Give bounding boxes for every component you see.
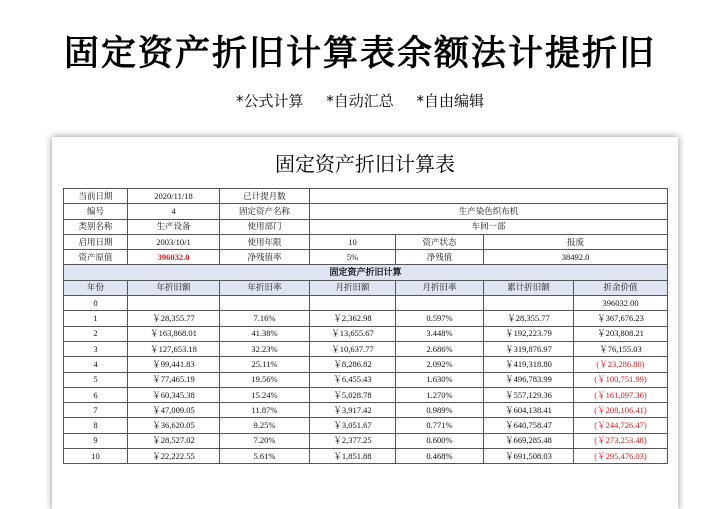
start-date-cell[interactable]: 2003/10/1 — [128, 234, 220, 249]
annual-depreciation-cell[interactable]: ￥60,345.38 — [128, 387, 220, 402]
monthly-depreciation-cell[interactable]: ￥10,637.77 — [310, 341, 396, 356]
dept-label: 使用部门 — [220, 219, 310, 234]
section-title: 固定资产折旧计算 — [64, 265, 668, 280]
monthly-rate-cell[interactable]: 1.270% — [396, 387, 484, 402]
annual-rate-cell[interactable]: 41.38% — [220, 326, 310, 341]
remaining-value-cell[interactable]: (￥273,253.48) — [574, 433, 668, 448]
spreadsheet-card — [52, 137, 678, 509]
table-row — [64, 449, 668, 464]
asset-name-cell[interactable]: 生产染色织布机 — [310, 204, 668, 219]
monthly-rate-cell[interactable]: 0.468% — [396, 449, 484, 464]
category-label: 类别名称 — [64, 219, 128, 234]
accumulated-cell[interactable]: ￥192,223.79 — [484, 326, 574, 341]
year-cell[interactable]: 1 — [64, 311, 128, 326]
monthly-depreciation-cell[interactable]: ￥13,655.67 — [310, 326, 396, 341]
annual-rate-cell[interactable] — [220, 296, 310, 311]
table-row — [64, 341, 668, 356]
monthly-depreciation-cell[interactable]: ￥8,286.82 — [310, 357, 396, 372]
residual-label: 净残值 — [396, 250, 484, 265]
current-date-label: 当前日期 — [64, 189, 128, 204]
annual-rate-cell[interactable]: 19.56% — [220, 372, 310, 387]
monthly-depreciation-cell[interactable]: ￥1,851.88 — [310, 449, 396, 464]
accumulated-cell[interactable]: ￥419,318.80 — [484, 357, 574, 372]
year-cell[interactable]: 0 — [64, 296, 128, 311]
table-row — [64, 387, 668, 402]
table-row — [64, 418, 668, 433]
residual-rate-cell[interactable]: 5% — [310, 250, 396, 265]
accumulated-cell[interactable]: ￥319,876.97 — [484, 341, 574, 356]
annual-rate-cell[interactable]: 11.87% — [220, 403, 310, 418]
annual-rate-cell[interactable]: 5.61% — [220, 449, 310, 464]
monthly-depreciation-cell[interactable]: ￥6,455.43 — [310, 372, 396, 387]
accumulated-cell[interactable]: ￥557,129.36 — [484, 387, 574, 402]
annual-depreciation-cell[interactable]: ￥99,441.83 — [128, 357, 220, 372]
year-cell[interactable]: 5 — [64, 372, 128, 387]
code-label: 编号 — [64, 204, 128, 219]
monthly-rate-cell[interactable]: 2.092% — [396, 357, 484, 372]
table-row — [64, 311, 668, 326]
annual-depreciation-cell[interactable]: ￥36,620.05 — [128, 418, 220, 433]
table-row — [64, 357, 668, 372]
accumulated-cell[interactable]: ￥604,138.41 — [484, 403, 574, 418]
remaining-value-cell[interactable]: (￥23,286.80) — [574, 357, 668, 372]
feature-tag-summary: *自动汇总 — [326, 92, 394, 110]
monthly-rate-cell[interactable]: 3.448% — [396, 326, 484, 341]
annual-depreciation-cell[interactable] — [128, 296, 220, 311]
year-cell[interactable]: 7 — [64, 403, 128, 418]
annual-depreciation-cell[interactable]: ￥28,355.77 — [128, 311, 220, 326]
dept-cell[interactable]: 车间一部 — [310, 219, 668, 234]
annual-rate-cell[interactable]: 25.11% — [220, 357, 310, 372]
depreciation-table — [63, 188, 668, 464]
asset-name-label: 固定资产名称 — [220, 204, 310, 219]
monthly-rate-cell[interactable]: 0.597% — [396, 311, 484, 326]
monthly-rate-cell[interactable]: 2.686% — [396, 341, 484, 356]
code-cell[interactable]: 4 — [128, 204, 220, 219]
monthly-depreciation-cell[interactable]: ￥2,377.25 — [310, 433, 396, 448]
year-cell[interactable]: 9 — [64, 433, 128, 448]
accumulated-cell[interactable]: ￥640,758.47 — [484, 418, 574, 433]
remaining-value-cell[interactable]: (￥161,097.36) — [574, 387, 668, 402]
remaining-value-cell[interactable]: 396032.00 — [574, 296, 668, 311]
year-cell[interactable]: 8 — [64, 418, 128, 433]
accumulated-cell[interactable]: ￥691,508.03 — [484, 449, 574, 464]
year-cell[interactable]: 3 — [64, 341, 128, 356]
col-header-annual: 年折旧额 — [128, 280, 220, 295]
table-row — [64, 403, 668, 418]
annual-depreciation-cell[interactable]: ￥22,222.55 — [128, 449, 220, 464]
col-header-annual-rate: 年折旧率 — [220, 280, 310, 295]
annual-rate-cell[interactable]: 7.20% — [220, 433, 310, 448]
annual-depreciation-cell[interactable]: ￥47,009.05 — [128, 403, 220, 418]
monthly-rate-cell[interactable]: 0.989% — [396, 403, 484, 418]
accumulated-cell[interactable]: ￥669,285.48 — [484, 433, 574, 448]
feature-tag-edit: *自由编辑 — [416, 92, 485, 110]
monthly-rate-cell[interactable] — [396, 296, 484, 311]
remaining-value-cell[interactable]: ￥367,676.23 — [574, 311, 668, 326]
year-cell[interactable]: 10 — [64, 449, 128, 464]
annual-rate-cell[interactable]: 7.16% — [220, 311, 310, 326]
feature-tags — [0, 90, 720, 111]
page-headline: 固定资产折旧计算表余额法计提折旧 — [63, 34, 656, 74]
residual-cell[interactable]: 38492.0 — [484, 250, 668, 265]
monthly-rate-cell[interactable]: 0.600% — [396, 433, 484, 448]
table-row — [64, 326, 668, 341]
annual-rate-cell[interactable]: 32.23% — [220, 341, 310, 356]
start-date-label: 启用日期 — [64, 234, 128, 249]
accumulated-cell[interactable] — [484, 296, 574, 311]
life-cell[interactable]: 10 — [310, 234, 396, 249]
accumulated-cell[interactable]: ￥496,783.99 — [484, 372, 574, 387]
monthly-rate-cell[interactable]: 0.771% — [396, 418, 484, 433]
annual-depreciation-cell[interactable]: ￥28,527.02 — [128, 433, 220, 448]
status-cell[interactable]: 报废 — [484, 234, 668, 249]
annual-depreciation-cell[interactable]: ￥163,868.01 — [128, 326, 220, 341]
months-label: 已计提月数 — [220, 189, 310, 204]
remaining-value-cell[interactable]: ￥76,155.03 — [574, 341, 668, 356]
remaining-value-cell[interactable]: (￥295,476.03) — [574, 449, 668, 464]
year-cell[interactable]: 6 — [64, 387, 128, 402]
annual-rate-cell[interactable]: 9.25% — [220, 418, 310, 433]
remaining-value-cell[interactable]: ￥203,808.21 — [574, 326, 668, 341]
annual-rate-cell[interactable]: 15.24% — [220, 387, 310, 402]
monthly-rate-cell[interactable]: 1.630% — [396, 372, 484, 387]
monthly-depreciation-cell[interactable] — [310, 296, 396, 311]
col-header-year: 年份 — [64, 280, 128, 295]
remaining-value-cell[interactable]: (￥208,106.41) — [574, 403, 668, 418]
year-cell[interactable]: 4 — [64, 357, 128, 372]
current-date-cell[interactable]: 2020/11/18 — [128, 189, 220, 204]
col-header-accumulated: 累计折旧额 — [484, 280, 574, 295]
table-row — [64, 433, 668, 448]
category-cell[interactable]: 生产设备 — [128, 219, 220, 234]
annual-depreciation-cell[interactable]: ￥127,653.18 — [128, 341, 220, 356]
monthly-depreciation-cell[interactable]: ￥2,362.98 — [310, 311, 396, 326]
table-row — [64, 296, 668, 311]
status-label: 资产状态 — [396, 234, 484, 249]
monthly-depreciation-cell[interactable]: ￥5,028.78 — [310, 387, 396, 402]
annual-depreciation-cell[interactable]: ￥77,465.19 — [128, 372, 220, 387]
col-header-monthly: 月折旧额 — [310, 280, 396, 295]
original-value-cell[interactable]: 396032.0 — [128, 250, 220, 265]
original-value-label: 资产原值 — [64, 250, 128, 265]
remaining-value-cell[interactable]: (￥100,751.99) — [574, 372, 668, 387]
feature-tag-formula: *公式计算 — [235, 92, 304, 110]
table-row — [64, 372, 668, 387]
col-header-remaining: 折余价值 — [574, 280, 668, 295]
monthly-depreciation-cell[interactable]: ￥3,051.67 — [310, 418, 396, 433]
remaining-value-cell[interactable]: (￥244,726.47) — [574, 418, 668, 433]
depreciation-rows — [64, 296, 668, 464]
year-cell[interactable]: 2 — [64, 326, 128, 341]
life-label: 使用年限 — [220, 234, 310, 249]
residual-rate-label: 净残值率 — [220, 250, 310, 265]
accumulated-cell[interactable]: ￥28,355.77 — [484, 311, 574, 326]
col-header-monthly-rate: 月折旧率 — [396, 280, 484, 295]
months-cell[interactable] — [310, 189, 668, 204]
sheet-title: 固定资产折旧计算表 — [275, 152, 455, 176]
monthly-depreciation-cell[interactable]: ￥3,917.42 — [310, 403, 396, 418]
